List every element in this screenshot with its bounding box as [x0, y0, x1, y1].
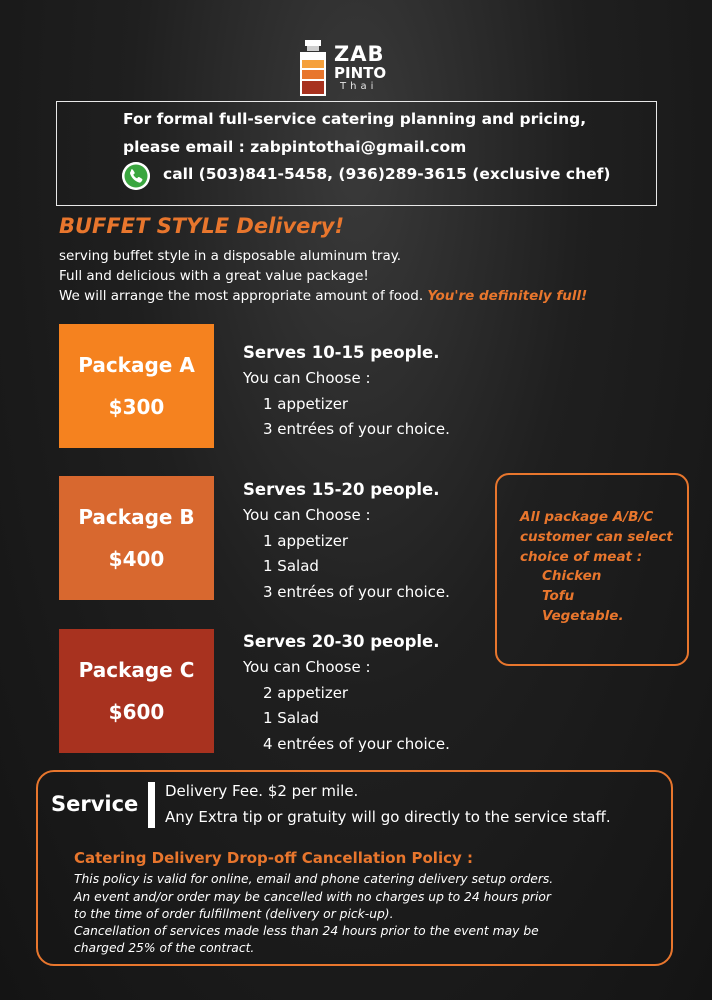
intro-line-3-text: We will arrange the most appropriate amount of food.: [59, 288, 424, 304]
package-c-item: 4 entrées of your choice.: [263, 734, 450, 753]
meat-note-line: All package A/B/C: [520, 509, 654, 525]
brand-name: [334, 44, 386, 92]
service-divider: [148, 782, 155, 828]
policy-line: to the time of order fulfillment (delivery or pick-up).: [74, 907, 394, 921]
package-a-name: Package A: [78, 353, 195, 377]
package-c-card: [59, 629, 214, 753]
package-b-price: $400: [108, 547, 165, 571]
meat-note-line: customer can select: [520, 528, 673, 545]
package-c-item: 2 appetizer: [263, 683, 349, 702]
meat-choice-note: [495, 473, 689, 666]
package-c-item: 1 Salad: [263, 709, 319, 727]
contact-intro: For formal full-service catering planning and pricing,: [123, 110, 587, 128]
tip-note: Any Extra tip or gratuity will go directly to the service staff.: [165, 808, 611, 826]
package-c-serves: Serves 20-30 people.: [243, 632, 440, 651]
package-b-name: Package B: [78, 505, 195, 529]
package-a-details: [243, 340, 450, 443]
service-label: Service: [51, 792, 139, 816]
meat-option: Tofu: [542, 588, 575, 605]
policy-line: charged 25% of the contract.: [74, 941, 255, 955]
package-b-item: 3 entrées of your choice.: [263, 582, 450, 601]
intro-line-1: serving buffet style in a disposable aluminum tray.: [59, 248, 402, 264]
package-a-serves: Serves 10-15 people.: [243, 343, 440, 362]
brand-line-thai: Thai: [340, 81, 378, 92]
package-c-price: $600: [108, 700, 165, 724]
policy-line: Cancellation of services made less than 24 hours prior to the event may be: [74, 924, 539, 938]
policy-line: An event and/or order may be cancelled with no charges up to 24 hours prior: [74, 890, 551, 904]
package-b-item: 1 appetizer: [263, 531, 349, 550]
package-b-details: [243, 477, 450, 605]
intro-highlight: You're definitely full!: [427, 288, 588, 304]
meat-option: Chicken: [542, 568, 602, 585]
brand-line-pinto: PINTO: [334, 64, 387, 82]
phone-icon: [122, 162, 150, 190]
package-a-item: 1 appetizer: [263, 394, 349, 413]
bottle-logo-icon: [296, 40, 330, 98]
buffet-title: BUFFET STYLE Delivery!: [59, 214, 345, 238]
service-policy-box: [36, 770, 673, 966]
package-b-card: [59, 476, 214, 600]
package-a-choose: You can Choose :: [243, 369, 371, 387]
contact-phone[interactable]: call (503)841-5458, (936)289-3615 (exclusive chef): [163, 165, 611, 183]
package-b-choose: You can Choose :: [243, 506, 371, 524]
meat-note-line: choice of meat :: [520, 548, 643, 565]
package-b-serves: Serves 15-20 people.: [243, 480, 440, 499]
policy-title: Catering Delivery Drop-off Cancellation Policy :: [74, 849, 473, 867]
package-a-card: [59, 324, 214, 448]
package-a-price: $300: [108, 395, 165, 419]
package-c-choose: You can Choose :: [243, 658, 371, 676]
meat-choice-text: [520, 508, 673, 627]
package-c-details: [243, 629, 450, 757]
intro-line-2: Full and delicious with a great value package!: [59, 268, 369, 284]
delivery-fee: Delivery Fee. $2 per mile.: [165, 782, 359, 800]
policy-line: This policy is valid for online, email and phone catering delivery setup orders.: [74, 872, 554, 886]
package-a-item: 3 entrées of your choice.: [263, 420, 450, 438]
intro-line-3: [59, 288, 587, 304]
package-b-item: 1 Salad: [263, 557, 319, 575]
meat-option: Vegetable.: [542, 607, 624, 624]
brand-line-zab: ZAB: [334, 42, 385, 66]
brand-logo: [296, 40, 416, 102]
contact-box: [56, 101, 657, 206]
package-c-name: Package C: [78, 658, 195, 682]
contact-email[interactable]: please email : zabpintothai@gmail.com: [123, 138, 467, 156]
